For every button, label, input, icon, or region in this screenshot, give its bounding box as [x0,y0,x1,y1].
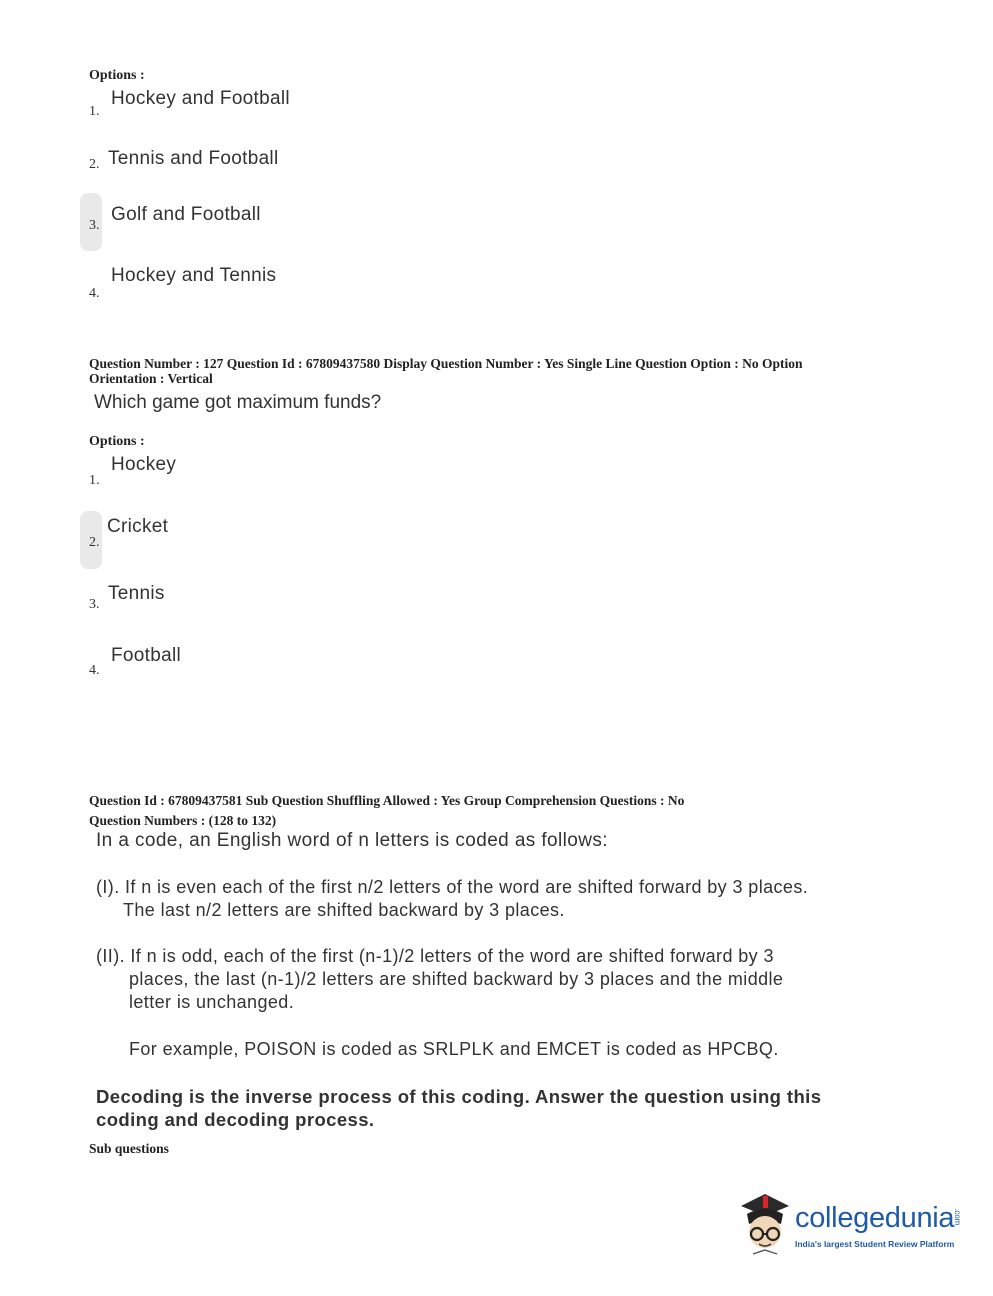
group-meta-line: Question Numbers : (128 to 132) [89,813,277,828]
option-text: Cricket [107,516,169,537]
passage-line: Decoding is the inverse process of this coding. Answer the question using this [96,1086,822,1107]
brand-tagline: India's largest Student Review Platform [795,1239,955,1249]
option-number: 4. [89,663,100,678]
sub-questions-label: Sub questions [89,1141,169,1156]
question-meta-line: Orientation : Vertical [89,371,213,386]
passage-line: The last n/2 letters are shifted backward by 3 places. [123,900,565,920]
option-text: Hockey and Tennis [111,265,277,286]
passage-intro: In a code, an English word of n letters is coded as follows: [96,830,608,851]
passage-rule-1 [96,876,808,922]
option-text: Football [111,645,181,666]
options-label: Options : [89,68,145,83]
option-text: Golf and Football [111,204,261,225]
option-number: 3. [89,218,100,233]
passage-line: (I). If n is even each of the first n/2 letters of the word are shifted forward by 3 places. [96,877,809,897]
mascot-icon [735,1190,795,1260]
option-text: Tennis [108,583,165,604]
option-number: 2. [89,157,100,172]
passage-line: coding and decoding process. [96,1109,375,1130]
brand-suffix: .com [953,1208,962,1226]
passage-example: For example, POISON is coded as SRLPLK and EMCET is coded as HPCBQ. [129,1039,779,1059]
question-meta-line: Question Number : 127 Question Id : 67809437580 Display Question Number : Yes Single Line Question Option : No Option [89,356,803,371]
option-number: 1. [89,104,100,119]
passage-line: places, the last (n-1)/2 letters are shifted backward by 3 places and the middle [129,969,784,989]
option-number: 4. [89,286,100,301]
option-number: 3. [89,597,100,612]
option-text: Hockey and Football [111,88,290,109]
passage-decode-note [96,1085,821,1131]
option-text: Hockey [111,454,177,475]
passage-line: (II). If n is odd, each of the first (n-1)/2 letters of the word are shifted forward by 3 [96,946,774,966]
passage-rule-2 [96,945,783,1014]
group-meta [89,793,909,828]
collegedunia-logo [735,1190,965,1260]
option-number: 2. [89,535,100,550]
question-text: Which game got maximum funds? [94,392,382,413]
option-number: 1. [89,473,100,488]
passage-line: letter is unchanged. [129,992,295,1012]
group-meta-line: Question Id : 67809437581 Sub Question Shuffling Allowed : Yes Group Comprehension Questions : No [89,793,685,808]
options-label: Options : [89,434,145,449]
option-text: Tennis and Football [108,148,279,169]
question-meta [89,356,909,386]
brand-name: collegedunia [795,1202,955,1234]
